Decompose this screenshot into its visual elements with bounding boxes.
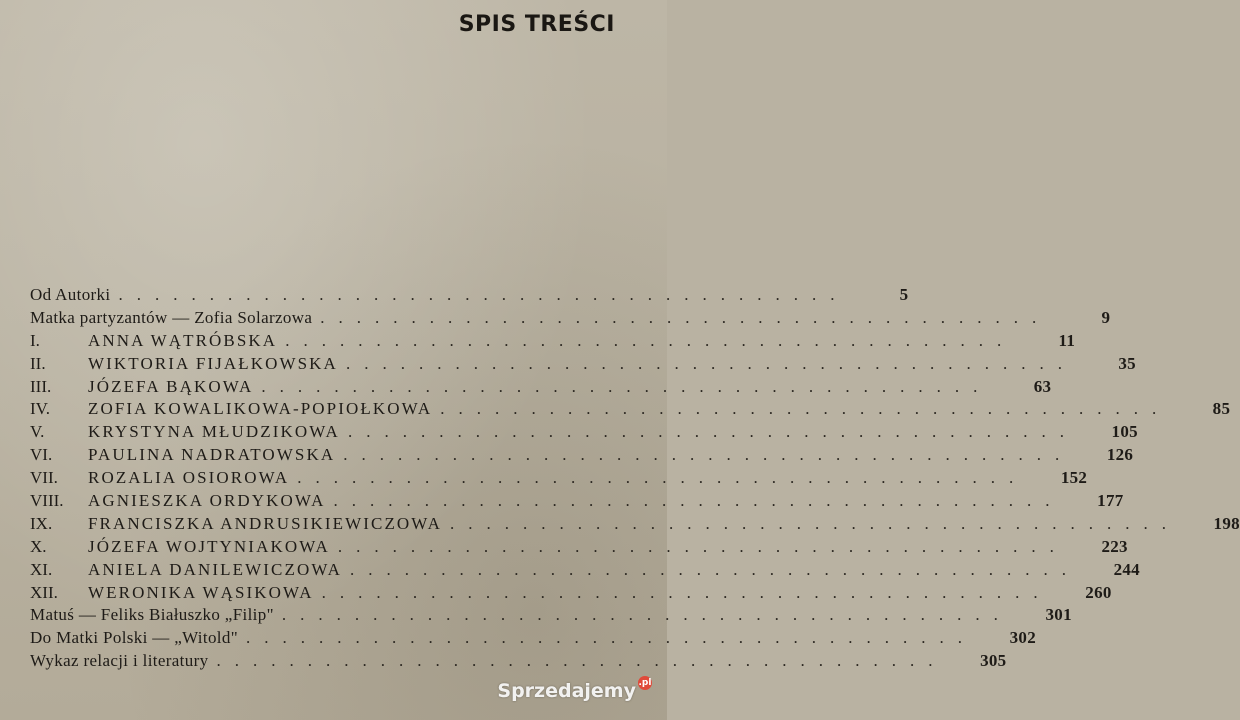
entry-title: KRYSTYNA MŁUDZIKOWA	[88, 422, 340, 442]
entry-title: Matka partyzantów — Zofia Solarzowa	[30, 307, 313, 327]
entry-title: Do Matki Polski — „Witold"	[30, 628, 239, 648]
dot-leader: ........................................	[345, 353, 1076, 373]
entry-title: Wykaz relacji i literatury	[30, 651, 209, 671]
toc-entry	[30, 284, 909, 307]
toc-entry	[30, 330, 1076, 353]
page-number: 9	[1101, 307, 1111, 327]
page-number: 260	[1085, 582, 1112, 602]
entry-title: ROZALIA OSIOROWA	[88, 468, 290, 488]
entry-title: ANIELA DANILEWICZOWA	[88, 559, 342, 579]
page-number: 198	[1213, 513, 1240, 533]
dot-leader: ........................................	[216, 651, 947, 671]
page-number: 223	[1101, 536, 1128, 556]
dot-leader: ........................................	[246, 628, 977, 648]
entry-title: JÓZEFA BĄKOWA	[88, 376, 254, 396]
chapter-number: II.	[30, 353, 46, 373]
dot-leader: ........................................	[349, 559, 1080, 579]
dot-leader: ........................................	[333, 491, 1064, 511]
toc-entry	[30, 650, 1007, 673]
dot-leader: ........................................	[337, 536, 1068, 556]
chapter-number: III.	[30, 376, 52, 396]
page-number: 35	[1118, 353, 1136, 373]
page-number: 152	[1060, 468, 1088, 488]
toc-entry	[30, 490, 1124, 513]
dot-leader: ........................................	[343, 445, 1074, 465]
dot-leader: ........................................	[449, 513, 1180, 533]
page-title: SPIS TREŚCI	[458, 12, 615, 37]
entry-title: PAULINA NADRATOWSKA	[88, 445, 336, 465]
dot-leader: ........................................	[285, 330, 1016, 350]
dot-leader: ........................................	[118, 285, 849, 304]
entry-title: WERONIKA WĄSIKOWA	[88, 582, 314, 602]
page-number: 105	[1111, 422, 1138, 442]
toc-entry	[30, 513, 1240, 536]
entry-title: JÓZEFA WOJTYNIAKOWA	[88, 536, 330, 556]
page-number: 305	[980, 651, 1007, 671]
page-number: 63	[1033, 376, 1052, 396]
toc-entry	[30, 307, 1111, 330]
entry-title: Matuś — Feliks Białuszko „Filip"	[30, 605, 274, 625]
dot-leader: ........................................	[347, 422, 1078, 442]
watermark-text: Sprzedajemy	[497, 680, 636, 702]
chapter-number: I.	[30, 330, 40, 350]
entry-title: WIKTORIA FIJAŁKOWSKA	[88, 353, 338, 373]
entry-title: Od Autorki	[30, 285, 111, 304]
toc-entry	[30, 421, 1138, 444]
chapter-number: XI.	[30, 559, 53, 579]
dot-leader: ........................................	[281, 605, 1012, 625]
chapter-number: IV.	[30, 399, 50, 419]
dot-leader: ........................................	[320, 307, 1051, 327]
toc-entry	[30, 627, 1037, 650]
page-number: 5	[899, 285, 909, 304]
toc-entry	[30, 376, 1052, 399]
watermark	[497, 680, 652, 702]
chapter-number: VIII.	[30, 491, 64, 511]
chapter-number: XII.	[30, 582, 58, 602]
page-number: 11	[1058, 330, 1076, 350]
page-number: 126	[1106, 445, 1134, 465]
dot-leader: ........................................	[297, 468, 1028, 488]
toc-entry	[30, 604, 1072, 627]
page-number: 85	[1212, 399, 1231, 419]
toc-entry	[30, 582, 1112, 605]
toc-entry	[30, 536, 1128, 559]
chapter-number: VII.	[30, 468, 58, 488]
watermark-badge-icon: .pl	[638, 678, 652, 688]
dot-leader: ........................................	[440, 399, 1171, 419]
chapter-number: IX.	[30, 513, 53, 533]
toc-entry	[30, 398, 1231, 421]
entry-title: AGNIESZKA ORDYKOWA	[88, 491, 326, 511]
toc-entry	[30, 467, 1088, 490]
toc-entry	[30, 353, 1136, 376]
page-number: 302	[1009, 628, 1037, 648]
dot-leader: ........................................	[261, 376, 992, 396]
toc-entry	[30, 559, 1140, 582]
dot-leader: ........................................	[321, 582, 1052, 602]
chapter-number: V.	[30, 422, 45, 442]
table-of-contents	[30, 284, 1240, 673]
chapter-number: VI.	[30, 445, 53, 465]
entry-title: FRANCISZKA ANDRUSIKIEWICZOWA	[88, 513, 442, 533]
toc-entry	[30, 444, 1134, 467]
page-number: 177	[1097, 491, 1124, 511]
entry-title: ZOFIA KOWALIKOWA-POPIOŁKOWA	[88, 399, 433, 419]
page-number: 301	[1045, 605, 1072, 625]
chapter-number: X.	[30, 536, 47, 556]
page-number: 244	[1113, 559, 1140, 579]
entry-title: ANNA WĄTRÓBSKA	[88, 330, 278, 350]
